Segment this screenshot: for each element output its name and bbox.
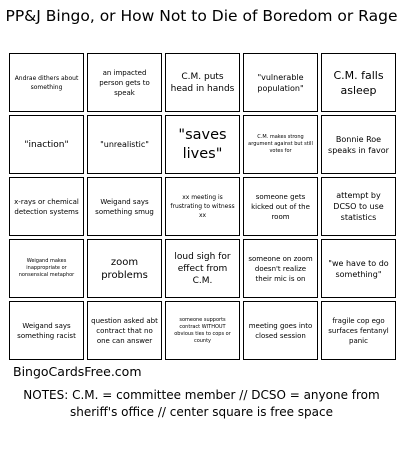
bingo-cell-text: question asked abt contract that no one can answer [91,316,158,345]
bingo-cell [165,177,240,236]
bingo-cell-text: C.M. puts head in hands [170,71,235,94]
bingo-cell-text: attempt by DCSO to use statistics [333,191,384,222]
bingo-cell-text: xx meeting is frustrating to witness xx [170,194,235,219]
bingo-cell-text: C.M. falls asleep [333,68,384,97]
bingo-cell [87,115,162,174]
bingo-cell [165,301,240,360]
bingo-cell-text: "we have to do something" [328,258,389,279]
bingo-grid [9,53,397,363]
bingo-cell [87,239,162,298]
bingo-cell-text: someone gets kicked out of the room [251,192,310,221]
card-title: PP&J Bingo, or How Not to Die of Boredom or Rage [5,7,398,25]
bingo-cell-text: someone supports contract WITHOUT obvious ties to cops or county [174,316,231,344]
bingo-cell [9,177,84,236]
bingo-cell-text: loud sigh for effect from C.M. [174,251,231,286]
bingo-cell-text: someone on zoom doesn't realize their mic is on [248,254,313,283]
bingo-cell [87,53,162,112]
bingo-cell-text: "unrealistic" [100,140,149,149]
bingo-cell [321,53,396,112]
notes-text: NOTES: C.M. = committee member // DCSO = anyone from sheriff's office // center square is free space [23,388,380,419]
bingo-cell [243,177,318,236]
bingo-cell [9,301,84,360]
bingo-cell [9,239,84,298]
bingo-cell-text: "saves lives" [178,126,227,162]
bingo-cell [243,301,318,360]
site-credit: BingoCardsFree.com [13,364,142,379]
bingo-cell-text: "inaction" [24,139,69,150]
bingo-cell [87,177,162,236]
bingo-cell [321,239,396,298]
bingo-cell-text: zoom problems [101,256,148,281]
bingo-cell [243,53,318,112]
bingo-cell-text: Bonnie Roe speaks in favor [328,134,389,155]
bingo-cell [165,239,240,298]
bingo-cell [9,115,84,174]
bingo-cell [87,301,162,360]
bingo-cell-text: Weigand makes inappropriate or nonsensical metaphor [18,258,75,278]
bingo-cell-text: an impacted person gets to speak [99,68,150,97]
bingo-cell [321,301,396,360]
bingo-cell [243,239,318,298]
bingo-cell-text: fragile cop ego surfaces fentanyl panic [328,316,389,345]
bingo-cell [165,53,240,112]
bingo-cell [243,115,318,174]
bingo-cell-text: "vulnerable population" [257,72,304,93]
bingo-cell-text: Andrae dithers about something [14,74,79,91]
bingo-cell-text: C.M. makes strong argument against but still votes for [248,134,313,154]
bingo-cell [321,115,396,174]
bingo-cell-text: meeting goes into closed session [248,321,313,340]
bingo-cell-free-space [165,115,240,174]
bingo-cell-text: Weigand says something racist [17,321,76,340]
bingo-cell-text: Weigand says something smug [95,197,154,216]
bingo-cell [321,177,396,236]
bingo-cell-text: x-rays or chemical detection systems [14,197,79,216]
bingo-cell [9,53,84,112]
